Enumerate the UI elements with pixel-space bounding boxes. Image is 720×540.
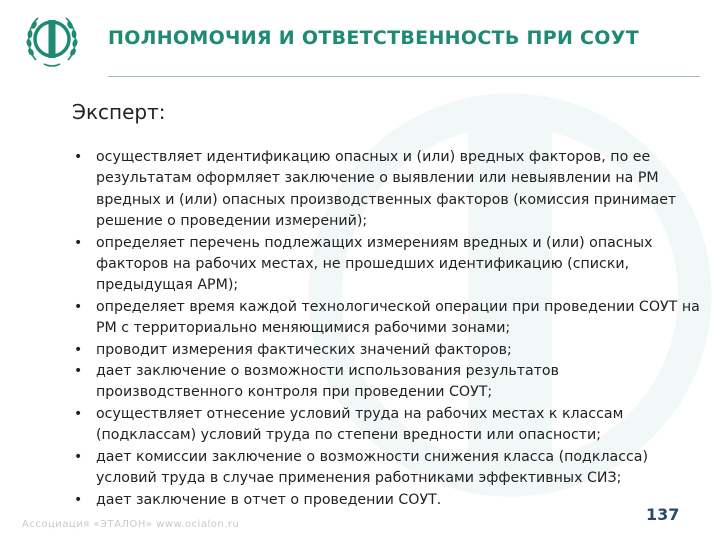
list-item (54, 147, 700, 233)
list-item-text: дает комиссии заключение о возможности снижения класса (подкласса) условий труда в случае применения работниками эффективных СИЗ; (96, 448, 649, 487)
bullet-dot: • (74, 491, 83, 508)
list-item (54, 447, 700, 490)
list-item (54, 490, 700, 511)
list-item-text: дает заключение в отчет о проведении СОУТ. (96, 491, 442, 508)
list-item (54, 340, 700, 361)
etalon-logo-icon (22, 8, 82, 70)
bullet-dot: • (74, 234, 83, 251)
list-item (54, 233, 700, 297)
list-item-text: дает заключение о возможности использования результатов производственного контроля при проведении СОУТ; (96, 363, 559, 401)
list-item (54, 297, 700, 340)
list-item (54, 361, 700, 404)
list-item-text: проводит измерения фактических значений факторов; (96, 341, 512, 358)
section-heading: Эксперт: (72, 100, 166, 124)
bullet-dot: • (74, 405, 83, 422)
page-number: 137 (646, 505, 680, 524)
bullet-dot: • (74, 363, 83, 380)
list-item-text: осуществляет отнесение условий труда на рабочих местах к классам (подклассам) условий труда по степени вредности или опасности; (96, 405, 624, 444)
bullet-dot: • (74, 341, 83, 358)
bullet-list (54, 147, 700, 511)
footer-text: Ассоциация «ЭТАЛОН» www.ocialon.ru (22, 519, 240, 530)
page-title: ПОЛНОМОЧИЯ И ОТВЕТСТВЕННОСТЬ ПРИ СОУТ (108, 27, 639, 49)
bullet-dot: • (74, 298, 83, 315)
list-item-text: определяет перечень подлежащих измерениям вредных и (или) опасных факторов на рабочих местах, не прошедших идентификацию (списки, предыдущая АРМ); (96, 234, 653, 294)
list-item-text: осуществляет идентификацию опасных и (или) вредных факторов, по ее результатам оформляет заключение о выявлении или невыявлении на РМ вредных и (или) опасных производственных факторов (комиссия принимает решение о проведении измерений); (96, 149, 677, 230)
bullet-dot: • (74, 149, 83, 165)
list-item-text: определяет время каждой технологической операции при проведении СОУТ на РМ с территориально меняющимися рабочими зонами; (96, 298, 700, 337)
list-item (54, 404, 700, 447)
title-divider (108, 76, 700, 77)
bullet-dot: • (74, 448, 83, 465)
